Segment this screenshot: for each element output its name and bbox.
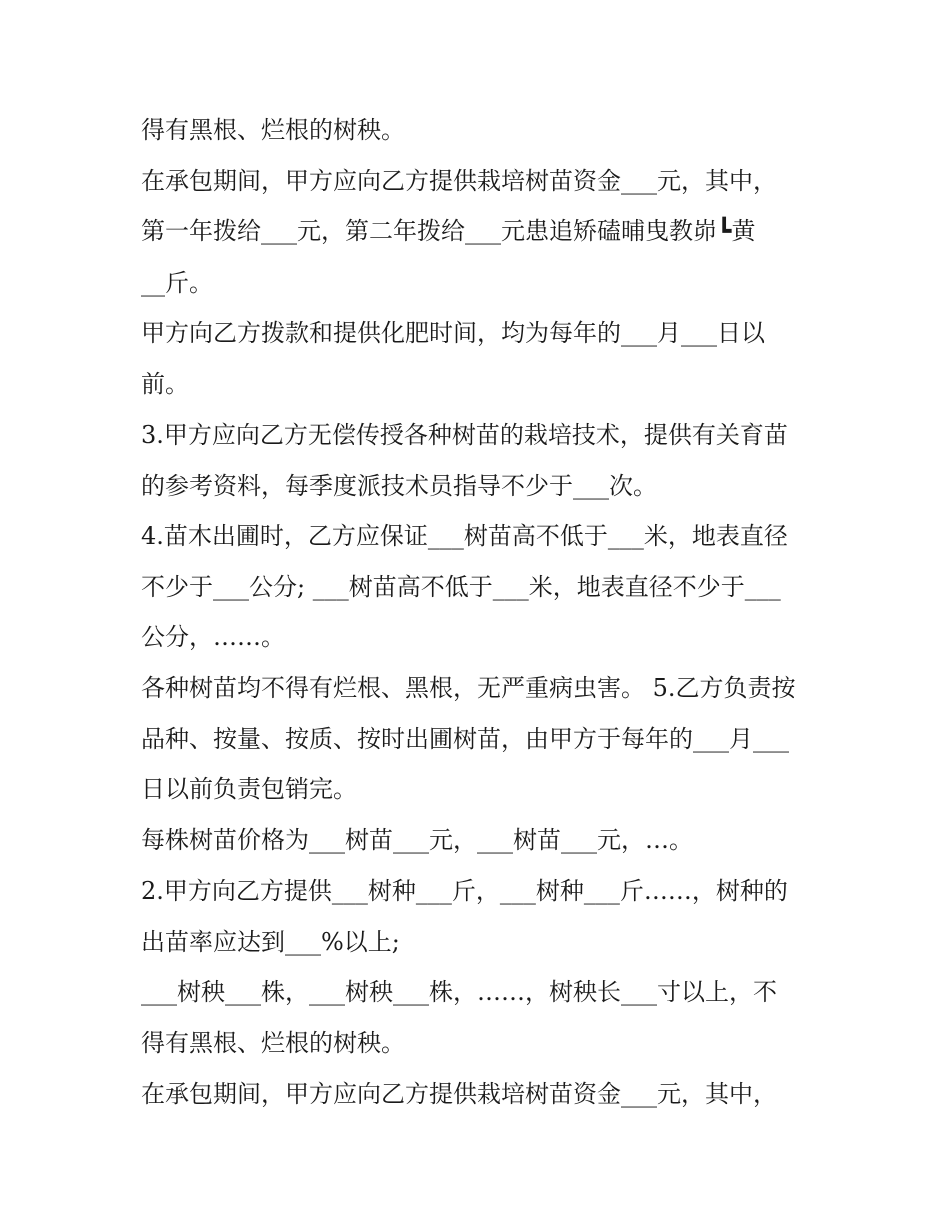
text-line: 品种、按量、按质、按时出圃树苗，由甲方于每年的___月___ [141, 725, 789, 753]
text-line: 4.苗木出圃时，乙方应保证___树苗高不低于___米，地表直径 [141, 522, 788, 550]
text-line: 得有黑根、烂根的树秧。 [141, 1029, 405, 1057]
text-line: 在承包期间，甲方应向乙方提供栽培树苗资金___元，其中， [141, 167, 777, 195]
text-line: 2.甲方向乙方提供___树种___斤，___树种___斤……，树种的 [141, 877, 788, 905]
text-line: 不少于___公分; ___树苗高不低于___米，地表直径不少于___ [141, 573, 781, 601]
text-line: 在承包期间，甲方应向乙方提供栽培树苗资金___元，其中， [141, 1080, 777, 1108]
text-line: 前。 [141, 370, 189, 398]
text-line: 第一年拨给___元，第二年拨给___元患追矫磕晡曳教峁┗黄 [141, 217, 756, 245]
text-line: 甲方向乙方拨款和提供化肥时间，均为每年的___月___日以 [141, 319, 765, 347]
text-line: 公分，……。 [141, 623, 285, 651]
text-line: 日以前负责包销完。 [141, 775, 357, 803]
text-line: ___树秧___株，___树秧___株，……，树秧长___寸以上，不 [141, 978, 777, 1006]
text-line: 出苗率应达到___%以上; [141, 928, 400, 956]
text-line: 每株树苗价格为___树苗___元，___树苗___元，…。 [141, 826, 693, 854]
text-line: 3.甲方应向乙方无偿传授各种树苗的栽培技术，提供有关育苗 [141, 421, 788, 449]
text-line: 各种树苗均不得有烂根、黑根，无严重病虫害。 5.乙方负责按 [141, 674, 796, 702]
text-line: 得有黑根、烂根的树秧。 [141, 116, 405, 144]
text-line: __斤。 [141, 269, 213, 297]
text-line: 的参考资料，每季度派技术员指导不少于___次。 [141, 472, 657, 500]
